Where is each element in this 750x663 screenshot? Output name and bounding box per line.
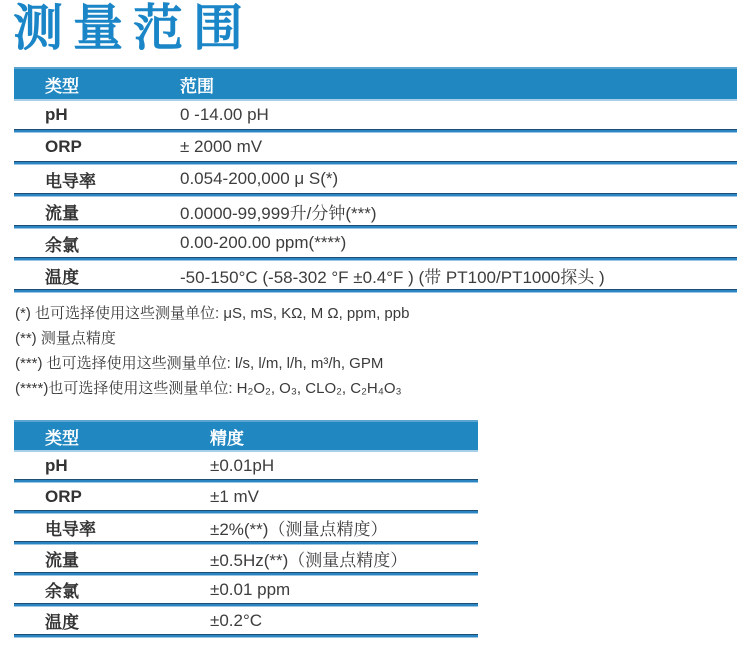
row-value: 0.054-200,000 μ S(*) (180, 169, 339, 188)
table-row (14, 101, 737, 129)
table-row (14, 483, 478, 510)
header-cell-range: 范围 (180, 76, 214, 96)
page-title: 测量范围 (13, 0, 253, 56)
footnote: (***) 也可选择使用这些测量单位: l/s, l/m, l/h, m³/h, GPM (15, 355, 384, 372)
row-label: 温度 (45, 267, 79, 287)
header-cell-type: 类型 (45, 76, 79, 96)
row-value: ± 2000 mV (180, 137, 263, 156)
row-label: ORP (45, 137, 82, 156)
row-label: 温度 (45, 613, 79, 632)
row-label: ORP (45, 486, 82, 506)
row-label: pH (45, 105, 68, 124)
row-label: 流量 (45, 551, 79, 570)
footnote: (**) 测量点精度 (15, 330, 116, 347)
row-label: 电导率 (45, 171, 96, 191)
row-value: 0 -14.00 pH (180, 105, 269, 124)
table-row (14, 133, 737, 161)
row-value: ±0.01 ppm (210, 579, 291, 599)
row-value: -50-150°C (-58-302 °F ±0.4°F ) (带 PT100/PT1000探头 ) (180, 267, 605, 287)
row-divider (14, 289, 737, 293)
table-row (14, 576, 478, 603)
row-value: ±2%(**)（测量点精度） (210, 520, 388, 539)
row-label: pH (45, 455, 68, 475)
table-row (14, 165, 737, 193)
table-row (14, 607, 478, 634)
table-row (14, 229, 737, 257)
table-row (14, 545, 478, 572)
range-table-header (14, 67, 737, 101)
table-row (14, 514, 478, 541)
footnotes (15, 301, 750, 401)
range-table (14, 67, 737, 293)
row-value: ±0.2°C (210, 610, 263, 630)
row-value: ±0.5Hz(**)（测量点精度） (210, 551, 408, 570)
accuracy-table (14, 420, 478, 638)
header-cell-accuracy: 精度 (210, 428, 244, 448)
row-value: 0.0000-99,999升/分钟(***) (180, 203, 377, 223)
footnote: (****)也可选择使用这些测量单位: H₂O₂, O₃, CLO₂, C₂H₄O₃ (15, 380, 402, 397)
footnote: (*) 也可选择使用这些测量单位: μS, mS, KΩ, M Ω, ppm, ppb (15, 305, 410, 322)
table-row (14, 197, 737, 225)
table-row (14, 452, 478, 479)
row-label: 电导率 (45, 520, 96, 539)
table-row (14, 261, 737, 289)
row-divider (14, 634, 478, 638)
header-cell-type: 类型 (45, 428, 79, 448)
row-value: ±1 mV (210, 486, 260, 506)
row-label: 流量 (45, 203, 79, 223)
row-label: 余氯 (45, 582, 79, 601)
row-value: ±0.01pH (210, 455, 275, 475)
row-value: 0.00-200.00 ppm(****) (180, 233, 347, 252)
accuracy-table-header (14, 420, 478, 452)
row-label: 余氯 (45, 235, 79, 255)
